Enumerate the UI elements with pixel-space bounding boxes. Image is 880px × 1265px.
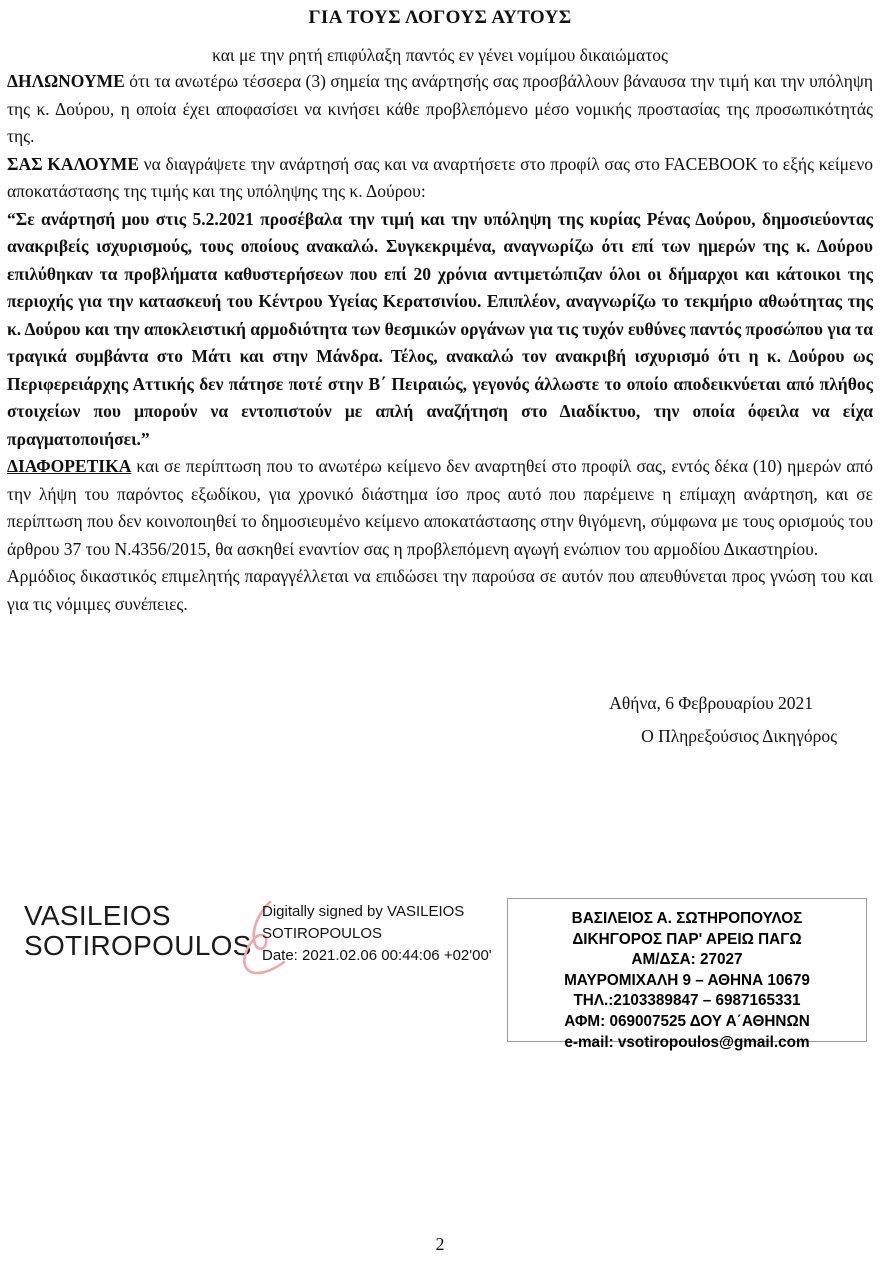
- digital-signature-name: VASILEIOS SOTIROPOULOS: [24, 900, 252, 961]
- paragraph-summon: [7, 151, 873, 206]
- stamp-registry-line: ΑΜ/ΔΣΑ: 27027: [631, 951, 743, 969]
- stamp-phone-line: ΤΗΛ.:2103389847 – 6987165331: [573, 992, 801, 1010]
- paragraph-declare: [7, 68, 873, 151]
- signer-role-line: Ο Πληρεξούσιος Δικηγόρος: [641, 726, 837, 746]
- page-number: 2: [435, 1234, 445, 1254]
- lawyer-stamp-box: [507, 898, 867, 1051]
- declare-keyword: ΔΗΛΩΝΟΥΜΕ: [7, 71, 125, 91]
- stamp-name-line: ΒΑΣΙΛΕΙΟΣ Α. ΣΩΤΗΡΟΠΟΥΛΟΣ: [571, 910, 803, 927]
- stamp-address-line: ΜΑΥΡΟΜΙΧΑΛΗ 9 – ΑΘΗΝΑ 10679: [564, 971, 810, 989]
- paragraph-bailiff-order: Αρμόδιος δικαστικός επιμελητής παραγγέλλεται να επιδώσει την παρούσα σε αυτόν που απευθύνεται προς γνώση του και για τις νόμιμες συνέπειες.: [7, 566, 873, 614]
- summon-keyword: ΣΑΣ ΚΑΛΟΥΜΕ: [7, 153, 139, 174]
- digital-signature-details: [262, 901, 492, 967]
- paragraph-otherwise: [7, 453, 873, 563]
- place-date-line: Αθήνα, 6 Φεβρουαρίου 2021: [609, 693, 813, 713]
- summon-text: να διαγράψετε την ανάρτησή σας και να αναρτήσετε στο προφίλ σας στο FACEBOOK το εξής κείμενο αποκατάστασης της τιμής και της υπόληψης της κ. Δούρου:: [7, 153, 873, 201]
- page-title: ΓΙΑ ΤΟΥΣ ΛΟΓΟΥΣ ΑΥΤΟΥΣ: [308, 7, 572, 28]
- otherwise-text: και σε περίπτωση που το ανωτέρω κείμενο δεν αναρτηθεί στο προφίλ σας, εντός δέκα (10) ημερών από την λήψη του παρόντος εξωδίκου, για χρονικό διάστημα ίσο προς αυτό που παρέμεινε η επίμαχη ανάρτηση, και σε περίπτωση που δεν κοινοποιηθεί το δημοσιευμένο κείμενο αποκατάστασης στην θιγόμενη, σύμφωνα με τους ορισμούς του άρθρου 37 του Ν.4356/2015, θα ασκηθεί εναντίον σας η προβλεπόμενη αγωγή ενώπιον του αρμοδίου Δικαστηρίου.: [7, 456, 873, 559]
- paragraph-retraction-quote: “Σε ανάρτησή μου στις 5.2.2021 προσέβαλα την τιμή και την υπόληψη της κυρίας Ρένας Δούρου, δημοσιεύοντας ανακριβείς ισχυρισμούς, τους οποίους ανακαλώ. Συγκεκριμένα, αναγνωρίζω ότι επί των ημερών της κ. Δούρου επιλύθηκαν τα προβλήματα καθυστερήσεων που επί 20 χρόνια αντιμετώπιζαν όλοι οι δήμαρχοι και κάτοικοι της περιοχής για την κατασκευή του Κέντρου Υγείας Κερατσινίου. Επιπλέον, αναγνωρίζω το τεκμήριο αθωότητας της κ. Δούρου και την αποκλειστική αρμοδιότητα των θεσμικών οργάνων για τις τυχόν ευθύνες παντός προσώπου για τα τραγικά συμβάντα στο Μάτι και στην Μάνδρα. Τέλος, ανακαλώ τον ανακριβή ισχυρισμό ότι η κ. Δούρου ως Περιφερειάρχης Αττικής δεν πάτησε ποτέ στην Β΄ Πειραιώς, γεγονός άλλωστε το οποίο αποδεικνύεται από πλήθος στοιχείων που μπορούν να εντοπιστούν με απλή αναζήτηση στο Διαδίκτυο, την οποία όφειλα να είχα πραγματοποιήσει.”: [7, 208, 873, 449]
- stamp-email-line: e-mail: vsotiropoulos@gmail.com: [564, 1033, 810, 1051]
- digital-signature-statement: Digitally signed by VASILEIOS SOTIROPOULOS: [262, 903, 465, 942]
- stamp-title-line: ΔΙΚΗΓΟΡΟΣ ΠΑΡ' ΑΡΕΙΩ ΠΑΓΩ: [572, 930, 802, 948]
- rights-reservation-line: και με την ρητή επιφύλαξη παντός εν γένει νομίμου δικαιώματος: [212, 45, 668, 65]
- digital-signature-date: Date: 2021.02.06 00:44:06 +02'00': [262, 947, 492, 964]
- stamp-tax-line: ΑΦΜ: 069007525 ΔΟΥ Α΄ΑΘΗΝΩΝ: [564, 1012, 810, 1030]
- declare-text: ότι τα ανωτέρω τέσσερα (3) σημεία της ανάρτησής σας προσβάλλουν βάναυσα την τιμή και την υπόληψη της κ. Δούρου, η οποία έχει αποφασίσει να κινήσει κάθε προβλεπόμενο μέσο νομικής προστασίας της προσωπικότητάς της.: [7, 71, 873, 146]
- otherwise-keyword: ΔΙΑΦΟΡΕΤΙΚΑ: [7, 456, 132, 476]
